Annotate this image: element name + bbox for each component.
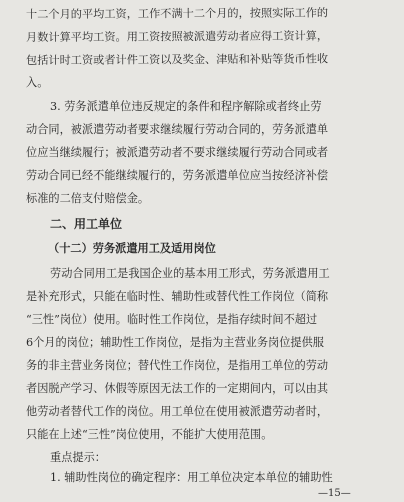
text-line: 标准的二倍支付赔偿金。: [26, 192, 150, 205]
text-line: 位应当继续履行；被派遣劳动者不要求继续履行劳动合同或者: [26, 146, 329, 159]
text-line: 只能在上述“三性”岗位使用，不能扩大使用范围。: [26, 428, 273, 441]
text-line: 3. 劳务派遣单位违反规定的条件和程序解除或者终止劳: [50, 100, 322, 113]
text-line: 6个月的岗位；辅助性工作岗位，是指为主营业务岗位提供服: [26, 336, 324, 349]
text-line: 是补充形式，只能在临时性、辅助性或替代性工作岗位（简称: [26, 290, 329, 303]
text-line: 务的非主营业务岗位；替代性工作岗位，是指用工单位的劳动: [26, 359, 329, 372]
page-number: —15—: [318, 488, 351, 499]
text-line: 入。: [26, 76, 49, 89]
text-line: 劳动合同用工是我国企业的基本用工形式，劳务派遣用工: [50, 267, 330, 280]
text-line: 包括计时工资或者计件工资以及奖金、津贴和补贴等货币性收: [25, 52, 329, 68]
text-line: “三性”岗位）使用。临时性工作岗位，是指存续时间不超过: [26, 313, 318, 326]
text-line: 月数计算平均工资。用工资按照被派遣劳动者应得工资计算，: [25, 29, 329, 45]
text-line: 者因脱产学习、休假等原因无法工作的一定期间内，可以由其: [26, 382, 329, 395]
text-line: 他劳动者替代工作的岗位。用工单位在使用被派遣劳动者时，: [26, 405, 329, 418]
text-line: 劳动合同已经不能继续履行的，劳务派遣单位应当按经济补偿: [26, 169, 329, 182]
text-line: 动合同，被派遣劳动者要求继续履行劳动合同的，劳务派遣单: [26, 123, 329, 136]
note-heading: 重点提示：: [50, 451, 106, 464]
text-line: 1. 辅助性岗位的确定程序：用工单位决定本单位的辅助性: [50, 471, 333, 484]
subsection-heading: （十二）劳务派遣用工及适用岗位: [48, 242, 216, 255]
section-heading: 二、用工单位: [50, 217, 123, 231]
text-line: 十二个月的平均工资，工作不满十二个月的，按照实际工作的: [25, 6, 329, 22]
